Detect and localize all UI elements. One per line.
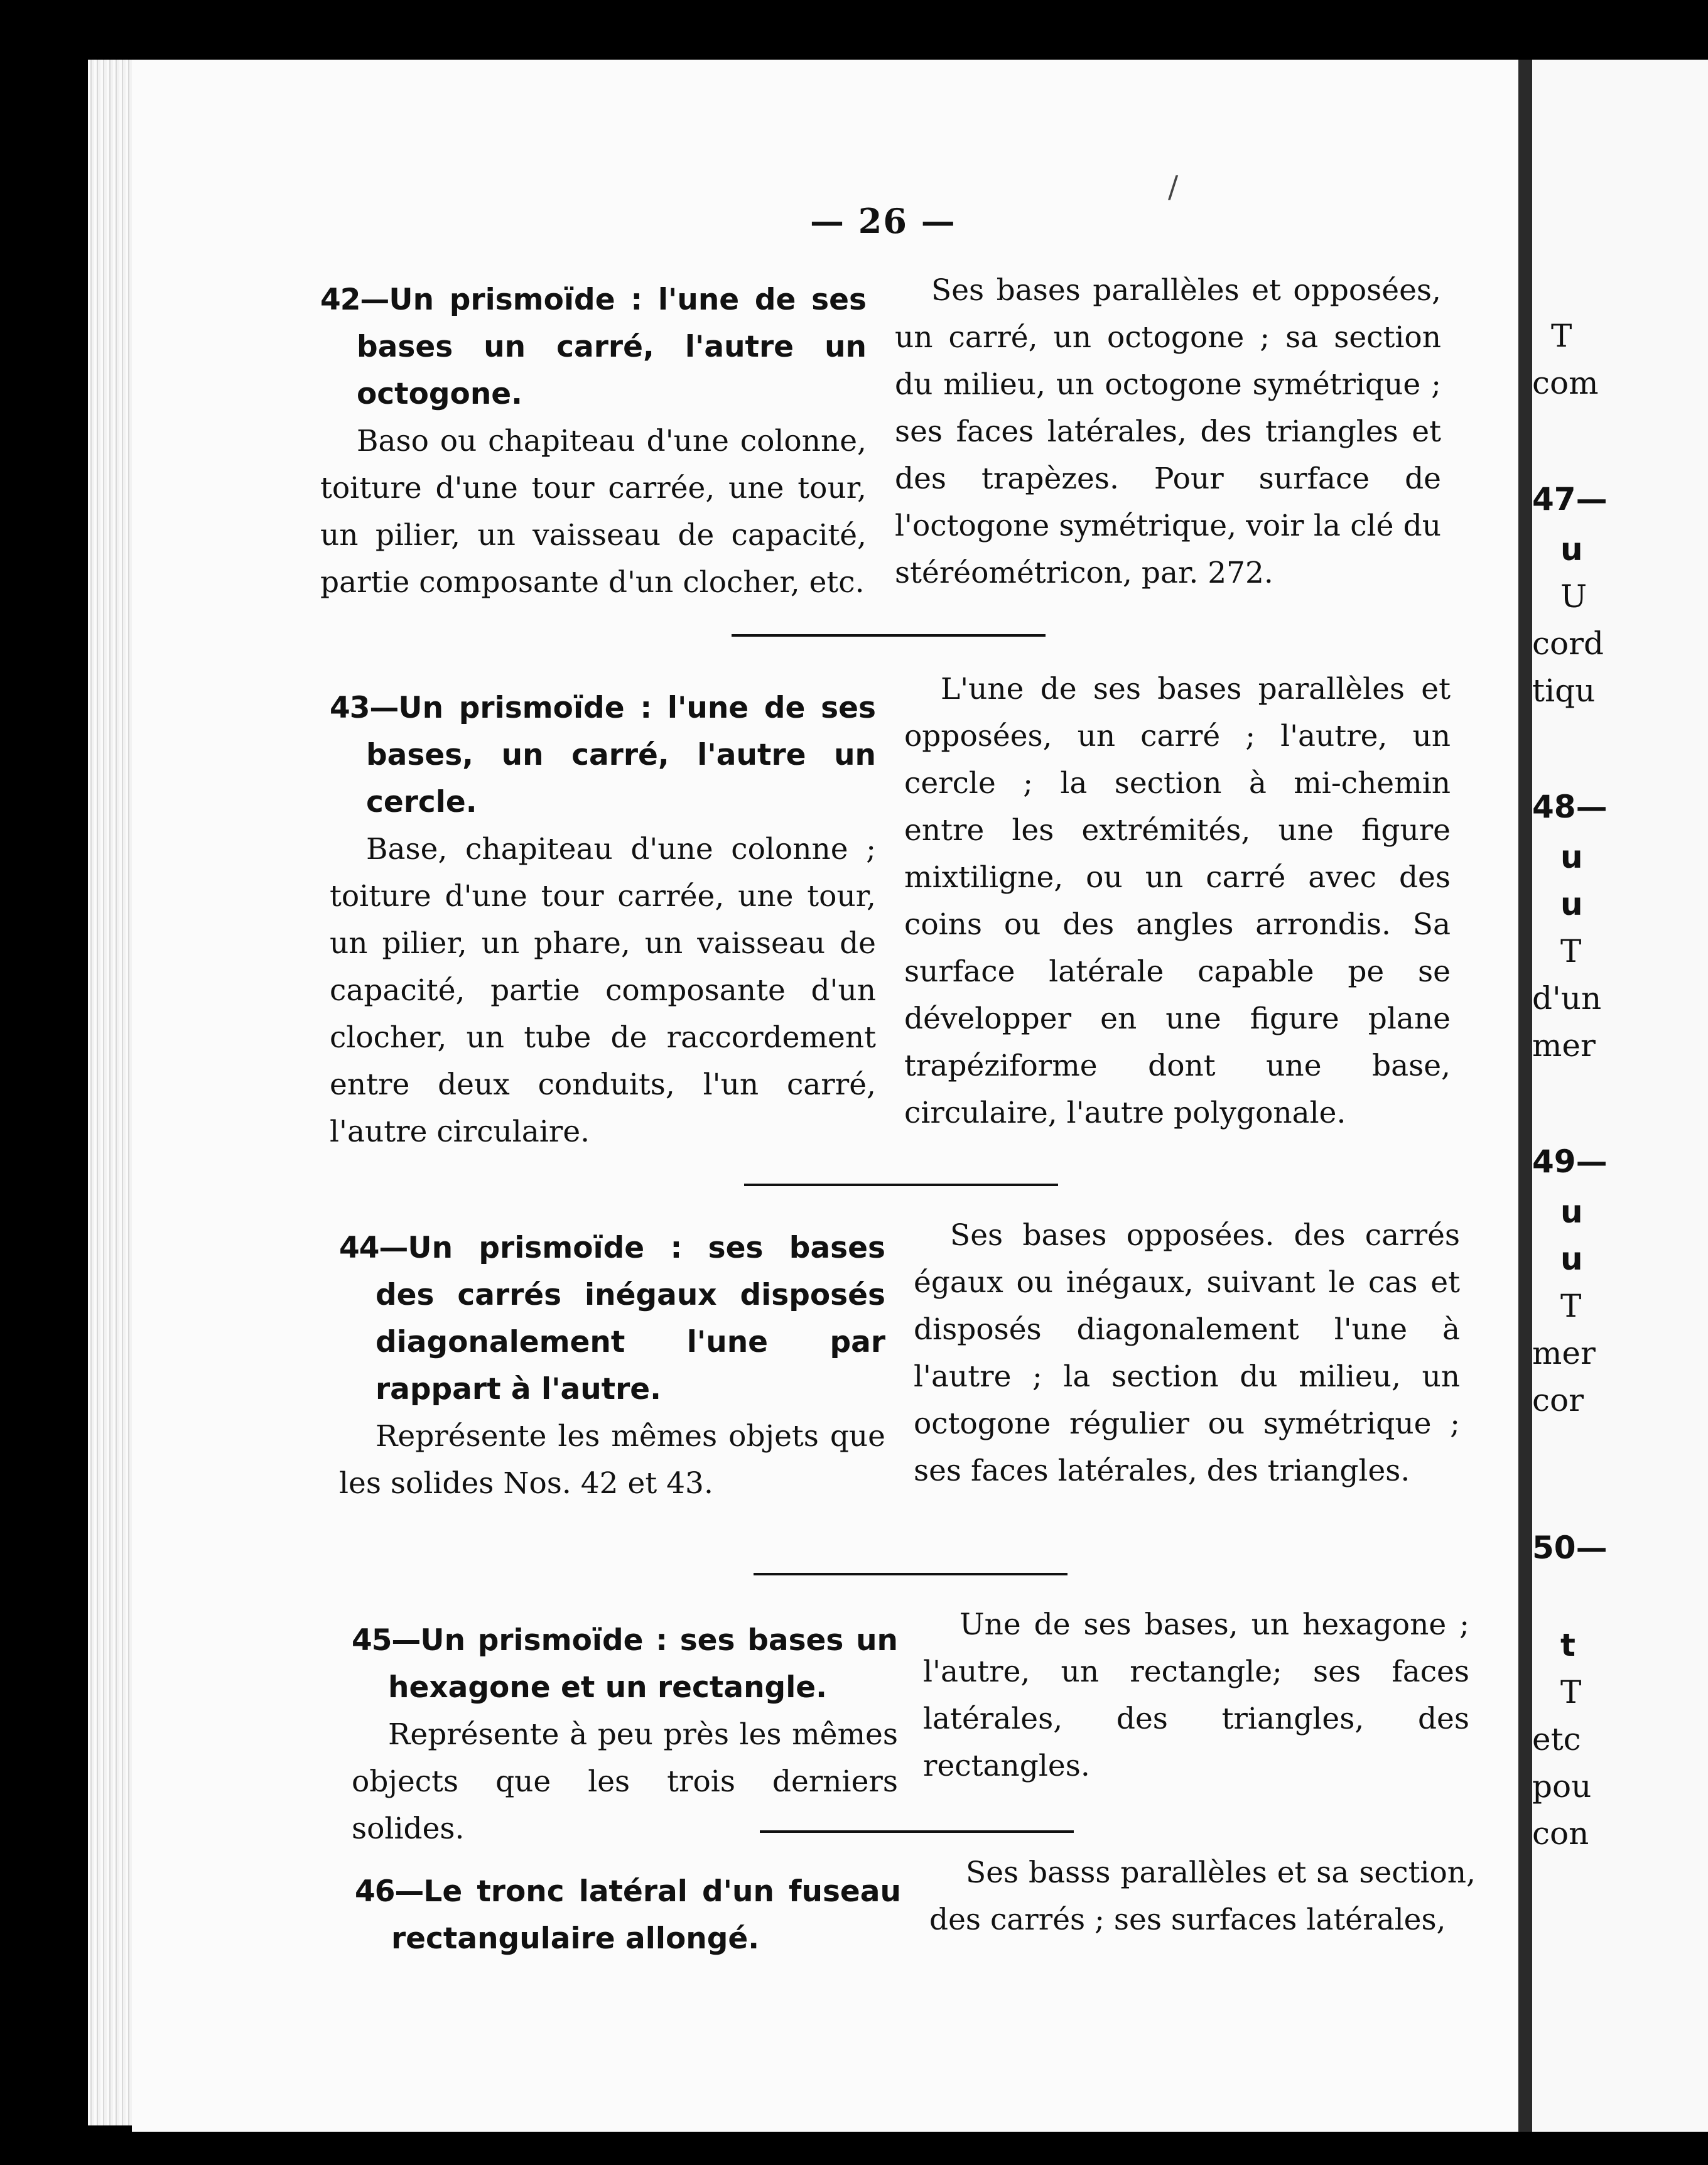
fragment-text: T (1551, 318, 1572, 354)
entry-description: Une de ses bases, un hexagone ; l'autre, un rectangle; ses faces latérales, des triangles, des rectangles. (923, 1607, 1469, 1783)
fragment-text: mer (1532, 1335, 1596, 1371)
entry-44-left (339, 1224, 885, 1507)
fragment-text: T (1560, 933, 1582, 969)
fragment-text: u (1560, 1194, 1583, 1230)
separator-rule (732, 634, 1046, 637)
page-edges (88, 60, 138, 2125)
entry-43-right (904, 666, 1451, 1136)
fragment-text: 47— (1532, 481, 1608, 517)
entry-title: 43—Un prismoïde : l'une de ses bases, un carré, l'autre un cercle. (330, 691, 876, 819)
book-gutter (1518, 60, 1532, 2132)
fragment-text: cord (1532, 625, 1604, 662)
fragment-text: d'un (1532, 980, 1602, 1017)
fragment-text: 50— (1532, 1530, 1608, 1566)
entry-44-right (914, 1212, 1460, 1494)
fragment-text: u (1560, 886, 1583, 922)
entry-46-right (929, 1849, 1476, 1943)
entry-title: 45—Un prismoïde : ses bases un hexagone et un rectangle. (352, 1623, 898, 1705)
entry-45-left (352, 1617, 898, 1852)
entry-uses: Baso ou chapiteau d'une colonne, toiture d'une tour carrée, une tour, un pilier, un vaisseau de capacité, partie composante d'un clocher, etc. (320, 424, 867, 600)
entry-number: 43— (330, 691, 399, 725)
entry-43-left (330, 684, 876, 1155)
fragment-text: T (1560, 1674, 1582, 1710)
fragment-text: t (1560, 1627, 1576, 1663)
margin-mark: / (1168, 170, 1179, 205)
fragment-text: U (1560, 578, 1587, 615)
fragment-text: T (1560, 1288, 1582, 1324)
fragment-text: 48— (1532, 789, 1608, 825)
entry-45-right (923, 1601, 1469, 1790)
entry-description: Ses basss parallèles et sa section, des carrés ; ses surfaces latérales, (929, 1855, 1476, 1937)
facing-page-fragment (1532, 60, 1708, 2132)
fragment-text: u (1560, 1241, 1583, 1277)
fragment-text: cor (1532, 1382, 1584, 1418)
entry-description: L'une de ses bases parallèles et opposées, un carré ; l'autre, un cercle ; la section à mi-chemin entre les extrémités, une figure mixtiligne, ou un carré avec des coins ou des angles arrondis. Sa surface latérale capable pe se développer en une figure plane trapéziforme dont une base, circulaire, l'autre polygonale. (904, 672, 1451, 1130)
entry-title: 46—Le tronc latéral d'un fuseau rectangulaire allongé. (355, 1874, 901, 1956)
entry-uses: Représente à peu près les mêmes objects que les trois derniers solides. (352, 1717, 898, 1846)
fragment-text: con (1532, 1815, 1589, 1852)
fragment-text: pou (1532, 1768, 1592, 1805)
separator-rule (760, 1830, 1074, 1833)
entry-title: 44—Un prismoïde : ses bases des carrés inégaux disposés diagonalement l'une par rappart à l'autre. (339, 1231, 885, 1406)
entry-number: 42— (320, 283, 389, 317)
entry-uses: Base, chapiteau d'une colonne ; toiture d'une tour carrée, une tour, un pilier, un phare, un vaisseau de capacité, partie composante d'un clocher, un tube de raccordement entre deux conduits, l'un carré, l'autre circulaire. (330, 832, 876, 1149)
entry-42-right (895, 267, 1441, 597)
fragment-text: 49— (1532, 1143, 1608, 1180)
fragment-text: u (1560, 531, 1583, 568)
entry-title: 42—Un prismoïde : l'une de ses bases un carré, l'autre un octogone. (320, 283, 867, 411)
separator-rule (744, 1184, 1058, 1186)
separator-rule (754, 1573, 1068, 1575)
entry-number: 45— (352, 1623, 421, 1658)
fragment-text: etc (1532, 1721, 1581, 1757)
fragment-text: u (1560, 839, 1583, 875)
fragment-text: tiqu (1532, 672, 1596, 709)
entry-description: Ses bases parallèles et opposées, un carré, un octogone ; sa section du milieu, un octogone symétrique ; ses faces latérales, des triangles et des trapèzes. Pour surface de l'octogone symétrique, voir la clé du stéréométricon, par. 272. (895, 273, 1441, 590)
fragment-text: com (1532, 365, 1599, 401)
fragment-text: mer (1532, 1027, 1596, 1064)
entry-number: 46— (355, 1874, 424, 1909)
page-number: — 26 — (810, 201, 956, 241)
entry-number: 44— (339, 1231, 408, 1265)
entry-46-left (355, 1868, 901, 1962)
entry-42-left (320, 276, 867, 606)
entry-description: Ses bases opposées. des carrés égaux ou inégaux, suivant le cas et disposés diagonalement l'une à l'autre ; la section du milieu, un octogone régulier ou symétrique ; ses faces latérales, des triangles. (914, 1218, 1460, 1488)
entry-uses: Représente les mêmes objets que les solides Nos. 42 et 43. (339, 1419, 885, 1501)
